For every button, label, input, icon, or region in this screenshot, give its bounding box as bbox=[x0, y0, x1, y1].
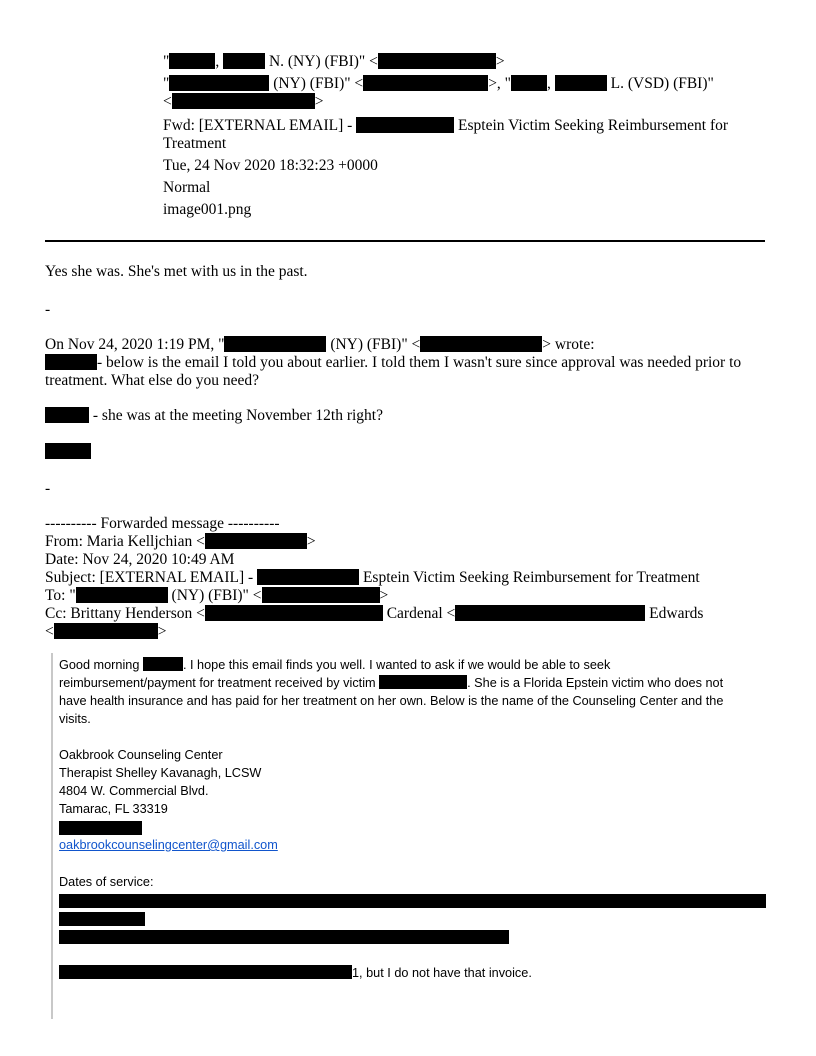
dates-redacted-1 bbox=[59, 893, 766, 911]
redaction bbox=[45, 354, 97, 370]
redaction bbox=[262, 587, 380, 603]
message-line-2: treatment. What else do you need? bbox=[45, 372, 260, 389]
redaction bbox=[59, 965, 352, 979]
dates-redacted-3 bbox=[59, 929, 509, 947]
redaction bbox=[224, 336, 326, 352]
redaction bbox=[45, 407, 89, 423]
fwd-to: To: " (NY) (FBI)" < > bbox=[45, 587, 389, 604]
fwd-subject: Subject: [EXTERNAL EMAIL] - Esptein Victim Seeking Reimbursement for Treatment bbox=[45, 569, 700, 586]
fwd-cc-line2: < > bbox=[45, 623, 167, 640]
from-value: " , N. (NY) (FBI)" < > bbox=[163, 53, 505, 70]
redaction bbox=[378, 53, 496, 69]
redaction bbox=[363, 75, 488, 91]
street-address: 4804 W. Commercial Blvd. bbox=[59, 784, 209, 798]
redaction bbox=[205, 533, 307, 549]
redaction bbox=[379, 675, 467, 689]
to-value: " (NY) (FBI)" < >, " , L. (VSD) (FBI)" bbox=[163, 75, 714, 92]
center-name: Oakbrook Counseling Center bbox=[59, 748, 223, 762]
quote-bar bbox=[51, 653, 53, 1019]
invoice-line: 1, but I do not have that invoice. bbox=[59, 964, 532, 982]
date-value: Tue, 24 Nov 2020 18:32:23 +0000 bbox=[163, 157, 378, 174]
signature-redacted bbox=[45, 443, 91, 461]
message-line-1: - below is the email I told you about earlier. I told them I wasn't sure since approval was needed prior to bbox=[45, 354, 741, 372]
center-email-link[interactable]: oakbrookcounselingcenter@gmail.com bbox=[59, 838, 278, 852]
redaction bbox=[169, 75, 269, 91]
quoted-line-2: reimbursement/payment for treatment received by victim . She is a Florida Epstein victim who does not bbox=[59, 676, 724, 690]
redaction bbox=[257, 569, 359, 585]
redaction bbox=[455, 605, 645, 621]
therapist: Therapist Shelley Kavanagh, LCSW bbox=[59, 766, 262, 780]
dash-separator: - bbox=[45, 301, 51, 318]
importance-value: Normal bbox=[163, 179, 211, 196]
redaction bbox=[76, 587, 168, 603]
quoted-line-3: have health insurance and has paid for her treatment on her own. Below is the name of the Counseling Center and the bbox=[59, 694, 724, 708]
redaction bbox=[45, 443, 91, 459]
fwd-cc: Cc: Brittany Henderson < Cardenal < Edwards bbox=[45, 605, 704, 622]
fwd-from: From: Maria Kelljchian < > bbox=[45, 533, 316, 550]
redaction bbox=[223, 53, 265, 69]
redaction bbox=[59, 912, 145, 926]
redaction bbox=[59, 930, 509, 944]
city-address: Tamarac, FL 33319 bbox=[59, 802, 168, 816]
redaction bbox=[555, 75, 607, 91]
redaction bbox=[169, 53, 215, 69]
redaction bbox=[420, 336, 542, 352]
redaction bbox=[54, 623, 158, 639]
header-divider bbox=[45, 240, 765, 242]
quoted-line-1: Good morning . I hope this email finds you well. I wanted to ask if we would be able to seek bbox=[59, 658, 611, 672]
redaction bbox=[511, 75, 547, 91]
redaction bbox=[143, 657, 183, 671]
reply-text: Yes she was. She's met with us in the past. bbox=[45, 263, 308, 280]
on-wrote-line: On Nov 24, 2020 1:19 PM, " (NY) (FBI)" < > wrote: bbox=[45, 336, 595, 353]
redaction bbox=[172, 93, 315, 109]
dates-of-service-label: Dates of service: bbox=[59, 875, 154, 889]
center-email[interactable] bbox=[59, 836, 278, 854]
fwd-date: Date: Nov 24, 2020 10:49 AM bbox=[45, 551, 235, 568]
dash-separator-2: - bbox=[45, 480, 51, 497]
redaction bbox=[59, 894, 766, 908]
redaction bbox=[59, 821, 142, 835]
meeting-question: - she was at the meeting November 12th right? bbox=[45, 407, 383, 425]
dates-redacted-2 bbox=[59, 911, 145, 929]
redaction bbox=[356, 117, 454, 133]
subject-value: Fwd: [EXTERNAL EMAIL] - Esptein Victim Seeking Reimbursement for bbox=[163, 117, 729, 134]
redaction bbox=[205, 605, 383, 621]
inline-images-value: image001.png bbox=[163, 201, 252, 218]
forwarded-separator: ---------- Forwarded message ---------- bbox=[45, 515, 280, 532]
quoted-line-4: visits. bbox=[59, 712, 91, 726]
